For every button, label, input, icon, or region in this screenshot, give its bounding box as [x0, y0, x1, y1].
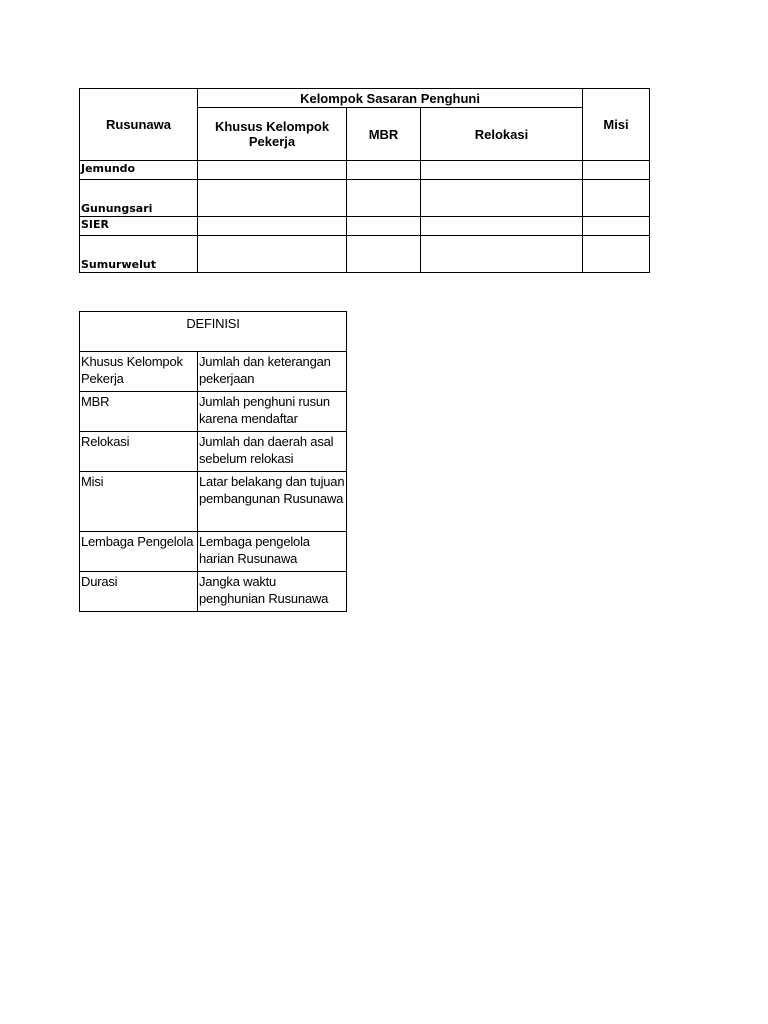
- cell-mbr: [347, 236, 421, 273]
- rusunawa-table: [79, 88, 650, 273]
- definition-text: Latar belakang dan tujuan pembangunan Rusunawa: [198, 472, 347, 532]
- header-relokasi: Relokasi: [421, 108, 583, 161]
- definition-text: Lembaga pengelola harian Rusunawa: [198, 532, 347, 572]
- row-name-gunungsari: Gunungsari: [80, 180, 198, 217]
- header-mbr: MBR: [347, 108, 421, 161]
- cell-mbr: [347, 180, 421, 217]
- cell-relokasi: [421, 180, 583, 217]
- header-misi: Misi: [583, 89, 650, 161]
- definition-text: Jumlah penghuni rusun karena mendaftar: [198, 392, 347, 432]
- definition-row: [80, 472, 347, 532]
- header-khusus-kelompok-pekerja: Khusus Kelompok Pekerja: [198, 108, 347, 161]
- cell-khusus: [198, 236, 347, 273]
- cell-khusus: [198, 161, 347, 180]
- cell-khusus: [198, 180, 347, 217]
- definition-title: DEFINISI: [80, 312, 347, 352]
- definition-term: Durasi: [80, 572, 198, 612]
- row-name-jemundo: Jemundo: [80, 161, 198, 180]
- definition-row: [80, 352, 347, 392]
- cell-relokasi: [421, 217, 583, 236]
- row-name-sumurwelut: Sumurwelut: [80, 236, 198, 273]
- definition-term: Lembaga Pengelola: [80, 532, 198, 572]
- definition-term: Relokasi: [80, 432, 198, 472]
- table-row: [80, 161, 650, 180]
- definition-row: [80, 432, 347, 472]
- table-row: [80, 217, 650, 236]
- table-row: [80, 236, 650, 273]
- definition-text: Jumlah dan daerah asal sebelum relokasi: [198, 432, 347, 472]
- cell-relokasi: [421, 236, 583, 273]
- cell-misi: [583, 236, 650, 273]
- row-name-sier: SIER: [80, 217, 198, 236]
- definition-term: Khusus Kelompok Pekerja: [80, 352, 198, 392]
- header-rusunawa: Rusunawa: [80, 89, 198, 161]
- cell-mbr: [347, 161, 421, 180]
- definition-text: Jumlah dan keterangan pekerjaan: [198, 352, 347, 392]
- definition-term: MBR: [80, 392, 198, 432]
- cell-misi: [583, 161, 650, 180]
- definition-row: [80, 572, 347, 612]
- definition-text: Jangka waktu penghunian Rusunawa: [198, 572, 347, 612]
- definition-term: Misi: [80, 472, 198, 532]
- cell-khusus: [198, 217, 347, 236]
- definition-table: [79, 311, 347, 612]
- header-kelompok-sasaran: Kelompok Sasaran Penghuni: [198, 89, 583, 108]
- table-row: [80, 180, 650, 217]
- definition-row: [80, 532, 347, 572]
- cell-misi: [583, 217, 650, 236]
- definition-row: [80, 392, 347, 432]
- cell-mbr: [347, 217, 421, 236]
- cell-relokasi: [421, 161, 583, 180]
- cell-misi: [583, 180, 650, 217]
